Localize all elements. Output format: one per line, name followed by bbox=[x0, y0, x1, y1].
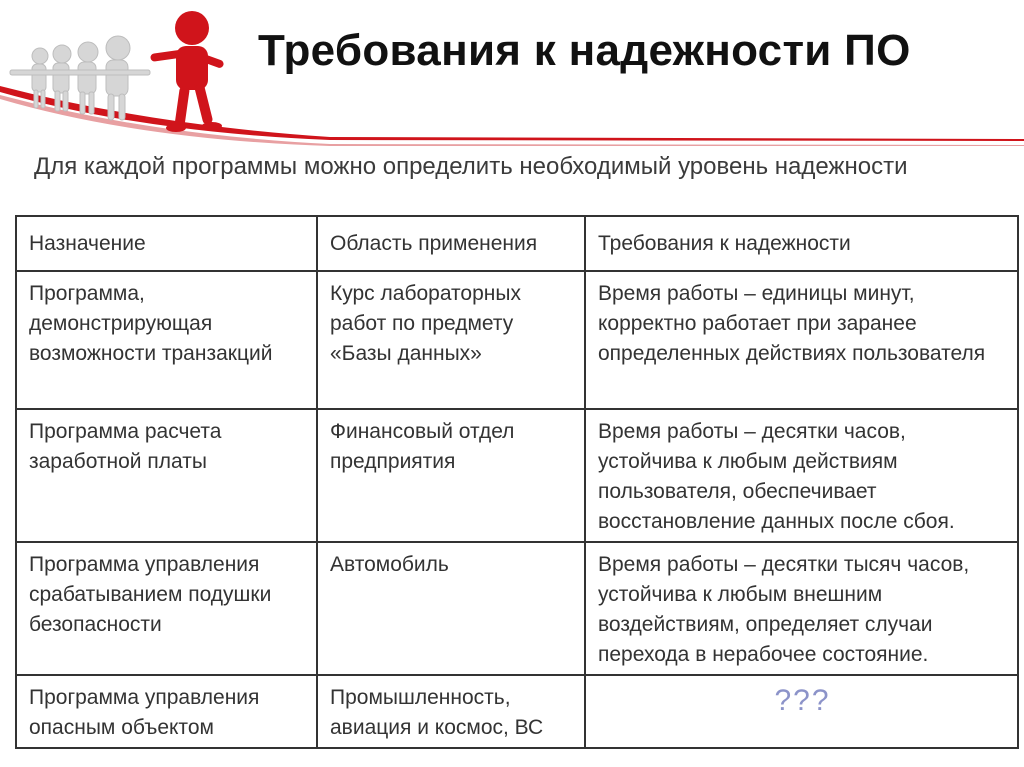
cell-requirements: Время работы – единицы минут, корректно работает при заранее определенных действиях пользователя bbox=[585, 271, 1018, 409]
cell-purpose: Программа расчета заработной платы bbox=[16, 409, 317, 542]
unknown-requirements-placeholder: ??? bbox=[774, 684, 831, 717]
table-header-row bbox=[16, 216, 1018, 271]
cell-purpose: Программа управления срабатыванием подушки безопасности bbox=[16, 542, 317, 675]
reliability-table bbox=[15, 215, 1019, 749]
table-row bbox=[16, 542, 1018, 675]
people-leader-icon bbox=[0, 0, 240, 140]
table-row bbox=[16, 675, 1018, 748]
cell-requirements: Время работы – десятки часов, устойчива к любым действиям пользователя, обеспечивает восстановление данных после сбоя. bbox=[585, 409, 1018, 542]
cell-area: Финансовый отдел предприятия bbox=[317, 409, 585, 542]
column-header-area: Область применения bbox=[317, 216, 585, 271]
table-row bbox=[16, 409, 1018, 542]
cell-area: Промышленность, авиация и космос, ВС bbox=[317, 675, 585, 748]
cell-purpose: Программа, демонстрирующая возможности транзакций bbox=[16, 271, 317, 409]
cell-area: Автомобиль bbox=[317, 542, 585, 675]
slide-title: Требования к надежности ПО bbox=[258, 26, 911, 75]
table-row bbox=[16, 271, 1018, 409]
cell-purpose: Программа управления опасным объектом bbox=[16, 675, 317, 748]
cell-area: Курс лабораторных работ по предмету «Базы данных» bbox=[317, 271, 585, 409]
cell-requirements: Время работы – десятки тысяч часов, устойчива к любым внешним воздействиям, определяет случаи перехода в нерабочее состояние. bbox=[585, 542, 1018, 675]
column-header-requirements: Требования к надежности bbox=[585, 216, 1018, 271]
slide-subtitle: Для каждой программы можно определить необходимый уровень надежности bbox=[34, 153, 908, 180]
cell-requirements bbox=[585, 675, 1018, 748]
slide-header bbox=[0, 0, 1024, 140]
column-header-purpose: Назначение bbox=[16, 216, 317, 271]
